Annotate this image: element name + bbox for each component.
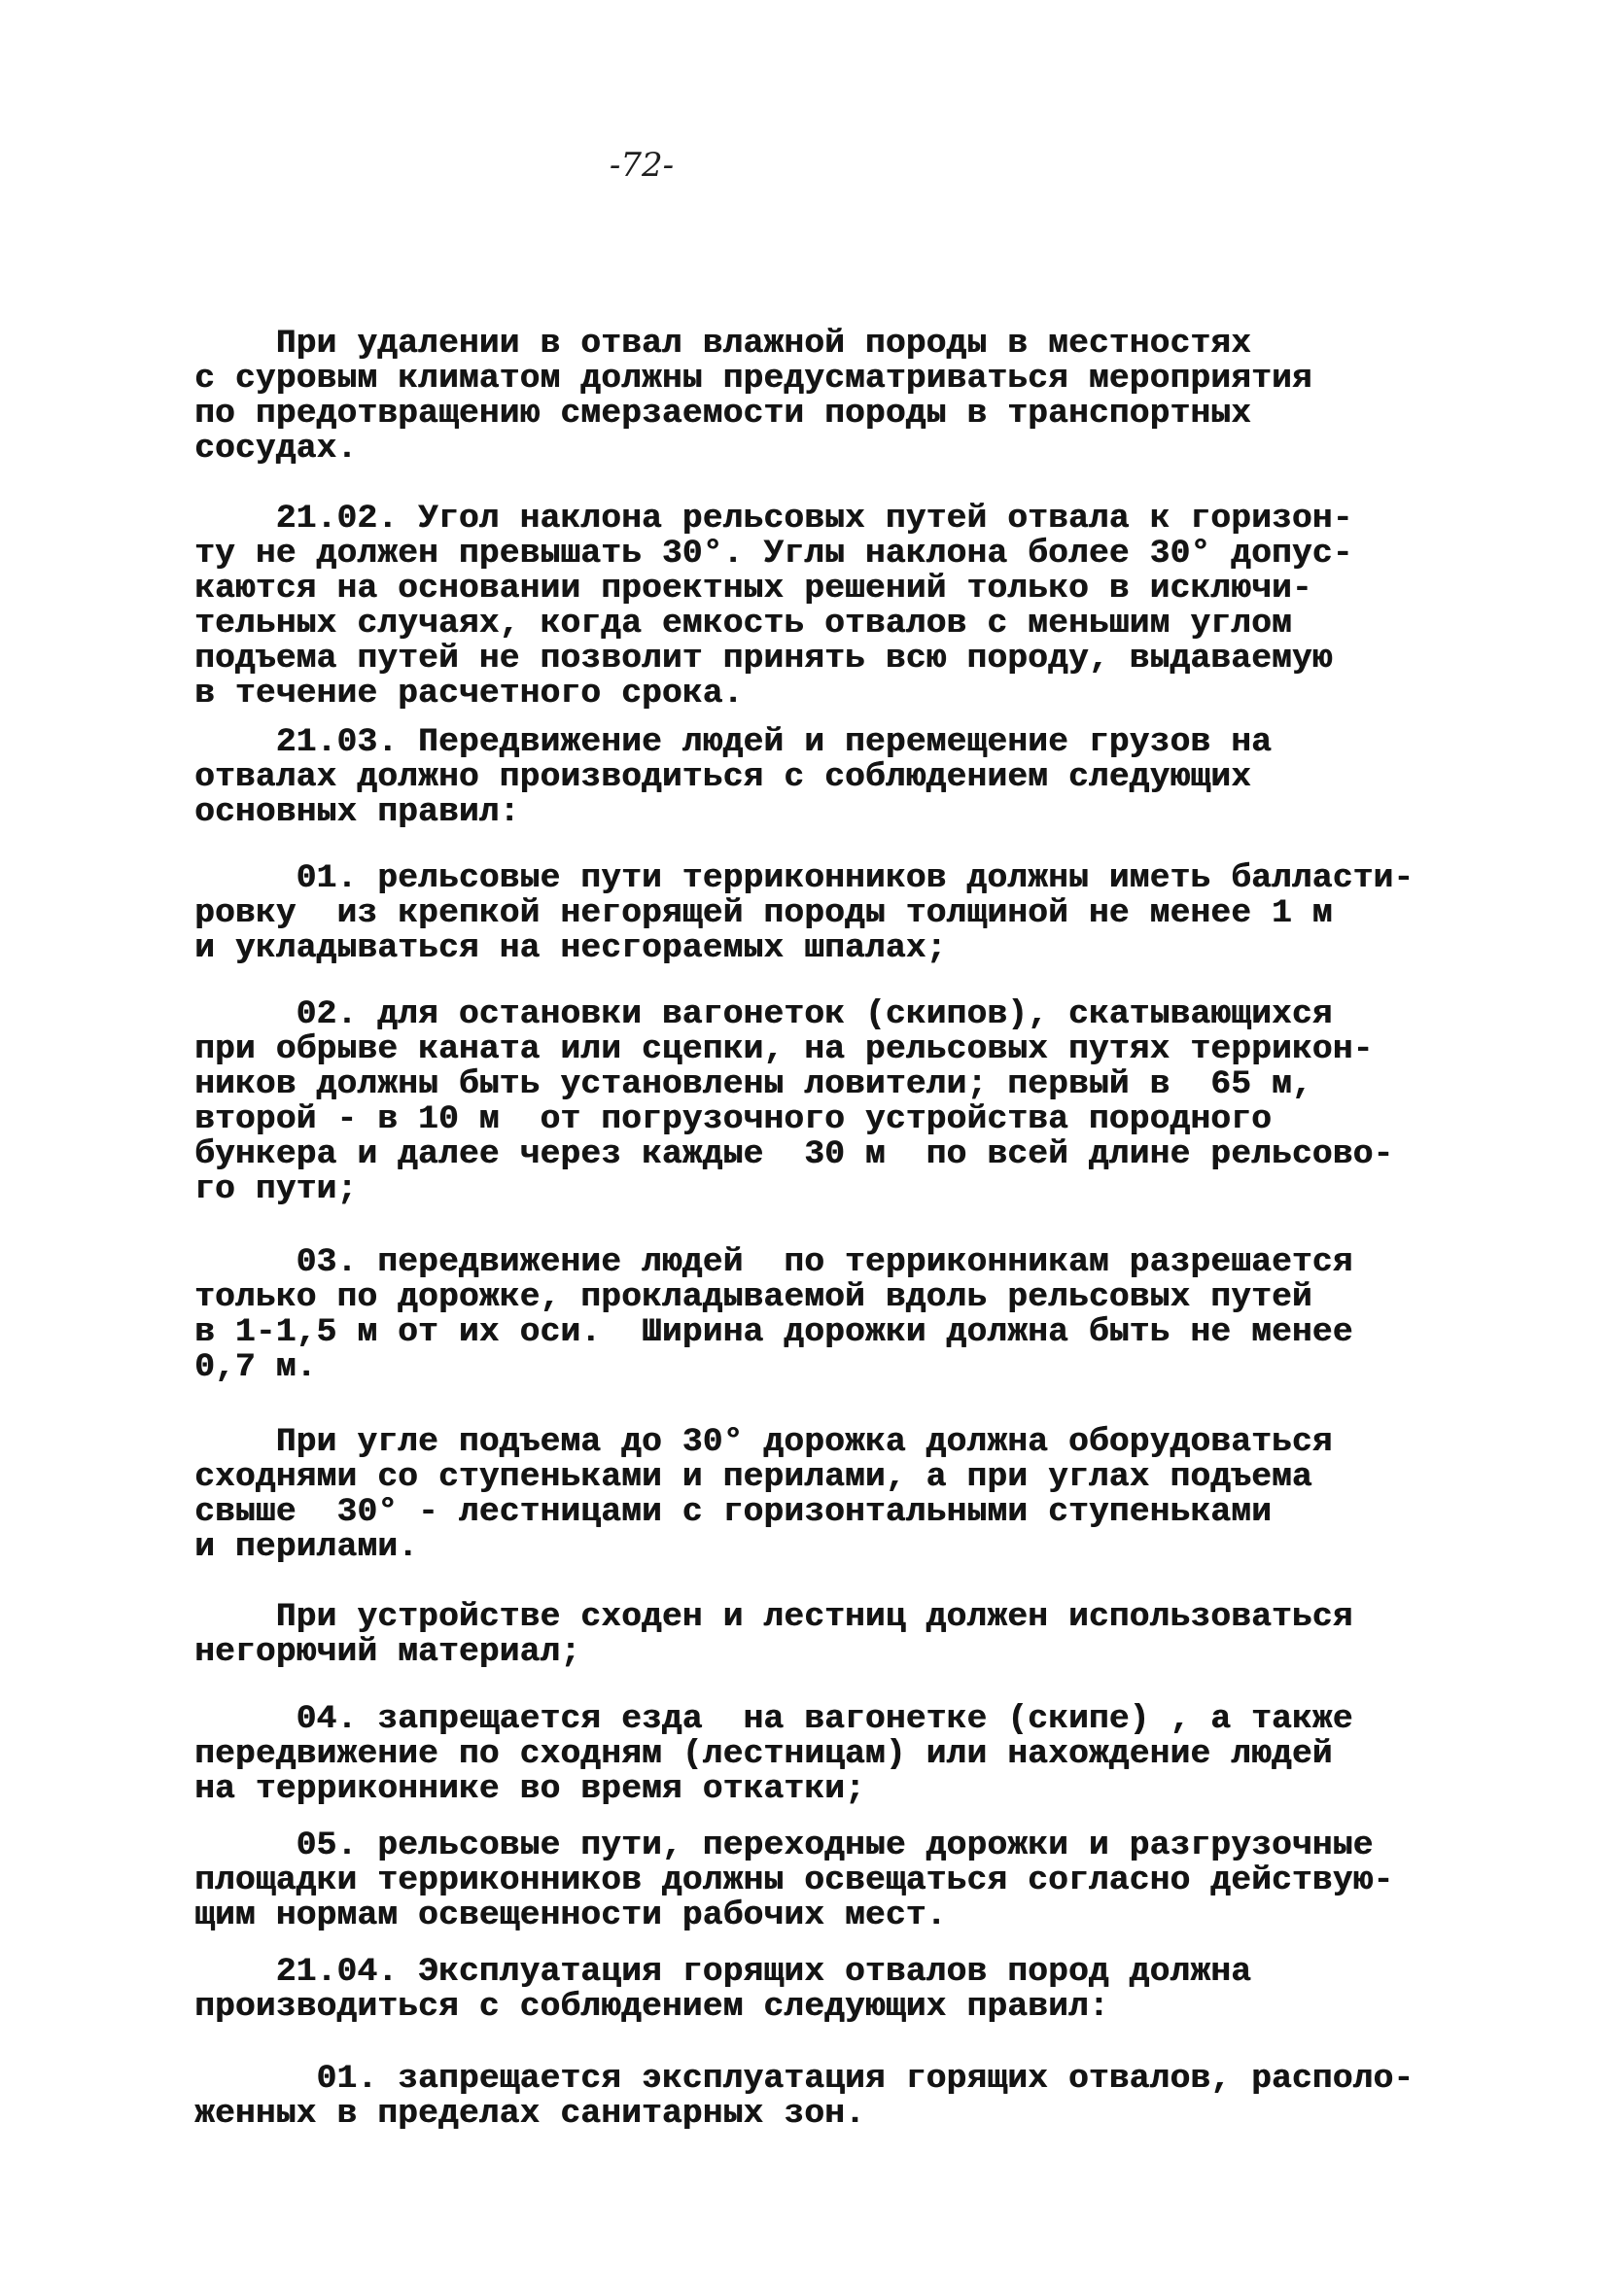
paragraph bbox=[194, 1828, 1393, 1933]
text-line: только по дорожке, прокладываемой вдоль рельсовых путей bbox=[194, 1278, 1312, 1316]
text-line: ровку из крепкой негорящей породы толщиной не менее 1 м bbox=[194, 894, 1333, 932]
text-line: производиться с соблюдением следующих правил: bbox=[194, 1988, 1109, 2026]
text-line: При угле подъема до 30° дорожка должна оборудоваться bbox=[194, 1423, 1333, 1461]
text-line: и укладываться на несгораемых шпалах; bbox=[194, 929, 947, 967]
text-line: 05. рельсовые пути, переходные дорожки и разгрузочные bbox=[194, 1826, 1374, 1864]
text-line: при обрыве каната или сцепки, на рельсовых путях террикон- bbox=[194, 1030, 1374, 1068]
paragraph bbox=[194, 1955, 1251, 2025]
text-line: женных в пределах санитарных зон. bbox=[194, 2095, 865, 2133]
text-line: 21.02. Угол наклона рельсовых путей отвала к горизон- bbox=[194, 500, 1353, 538]
text-line: в течение расчетного срока. bbox=[194, 675, 744, 713]
text-line: ников должны быть установлены ловители; первый в 65 м, bbox=[194, 1065, 1312, 1103]
text-line: площадки терриконников должны освещаться согласно действую- bbox=[194, 1861, 1394, 1899]
paragraph bbox=[194, 861, 1414, 966]
text-line: При удалении в отвал влажной породы в местностях bbox=[194, 325, 1251, 363]
text-line: тельных случаях, когда емкость отвалов с меньшим углом bbox=[194, 605, 1292, 643]
text-line: 01. рельсовые пути терриконников должны иметь балласти- bbox=[194, 859, 1415, 897]
text-line: 02. для остановки вагонеток (скипов), скатывающихся bbox=[194, 995, 1333, 1033]
paragraph bbox=[194, 502, 1353, 712]
text-line: передвижение по сходням (лестницам) или нахождение людей bbox=[194, 1735, 1333, 1773]
text-line: 21.03. Передвижение людей и перемещение грузов на bbox=[194, 723, 1272, 761]
text-line: с суровым климатом должны предусматриваться мероприятия bbox=[194, 360, 1312, 398]
text-line: щим нормам освещенности рабочих мест. bbox=[194, 1896, 947, 1934]
text-line: подъема путей не позволит принять всю породу, выдаваемую bbox=[194, 640, 1333, 678]
paragraph bbox=[194, 1702, 1353, 1807]
text-line: При устройстве сходен и лестниц должен использоваться bbox=[194, 1598, 1353, 1636]
text-line: ту не должен превышать 30°. Углы наклона более 30° допус- bbox=[194, 535, 1353, 573]
paragraph bbox=[194, 997, 1393, 1207]
paragraph bbox=[194, 725, 1272, 830]
paragraph bbox=[194, 2062, 1414, 2132]
paragraph bbox=[194, 1425, 1333, 1565]
text-line: 04. запрещается езда на вагонетке (скипе) , а также bbox=[194, 1700, 1353, 1738]
text-line: свыше 30° - лестницами с горизонтальными ступеньками bbox=[194, 1493, 1272, 1531]
text-line: го пути; bbox=[194, 1170, 358, 1208]
text-line: бункера и далее через каждые 30 м по всей длине рельсово- bbox=[194, 1135, 1394, 1173]
text-line: на терриконнике во время откатки; bbox=[194, 1770, 865, 1808]
text-line: сосудах. bbox=[194, 430, 358, 468]
text-line: каются на основании проектных решений только в исключи- bbox=[194, 570, 1312, 608]
text-line: 21.04. Эксплуатация горящих отвалов пород должна bbox=[194, 1953, 1251, 1991]
text-line: основных правил: bbox=[194, 793, 520, 831]
text-line: сходнями со ступеньками и перилами, а при углах подъема bbox=[194, 1458, 1312, 1496]
text-line: в 1-1,5 м от их оси. Ширина дорожки должна быть не менее bbox=[194, 1313, 1353, 1351]
text-line: 01. запрещается эксплуатация горящих отвалов, располо- bbox=[194, 2060, 1415, 2098]
text-line: второй - в 10 м от погрузочного устройства породного bbox=[194, 1100, 1272, 1138]
text-line: 03. передвижение людей по терриконникам разрешается bbox=[194, 1243, 1353, 1281]
text-line: негорючий материал; bbox=[194, 1633, 581, 1671]
paragraph bbox=[194, 327, 1312, 467]
paragraph bbox=[194, 1245, 1353, 1385]
paragraph bbox=[194, 1600, 1353, 1670]
page-number: -72- bbox=[609, 146, 675, 185]
text-line: отвалах должно производиться с соблюдением следующих bbox=[194, 758, 1251, 796]
text-line: по предотвращению смерзаемости породы в транспортных bbox=[194, 395, 1251, 433]
text-line: 0,7 м. bbox=[194, 1348, 317, 1386]
text-line: и перилами. bbox=[194, 1528, 418, 1566]
